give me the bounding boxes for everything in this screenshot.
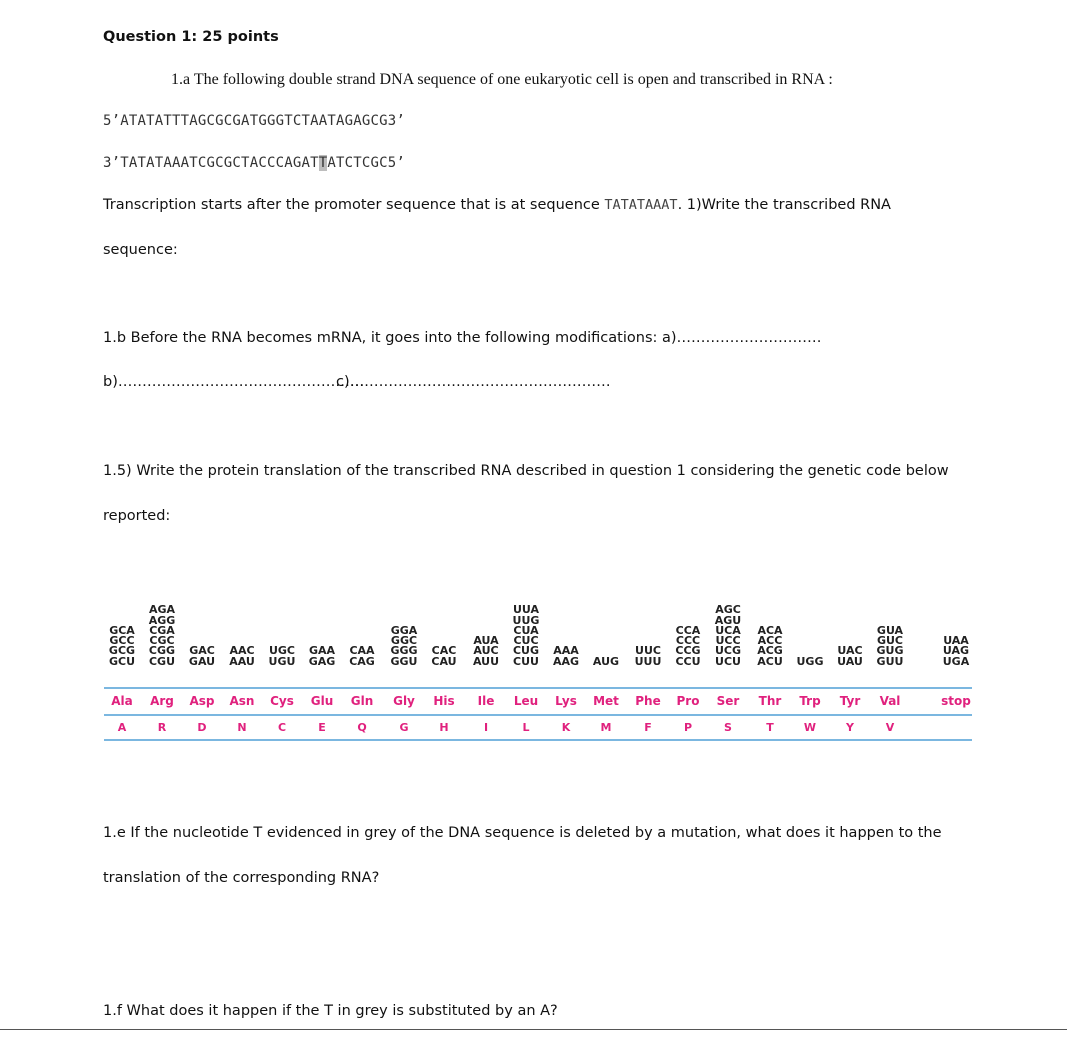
codon: GUG (876, 644, 904, 658)
codon: UCU (715, 654, 741, 668)
amino-acid-1-letter: V (885, 721, 895, 734)
amino-acid-3-letter: Arg (150, 694, 174, 708)
codon: UUU (634, 654, 662, 668)
dna-strand-3-part-a: 3’TATATAAATCGCGCTACCCAGAT (103, 155, 319, 171)
question-title: Question 1: 25 points (103, 29, 279, 45)
codon: UGG (796, 654, 824, 668)
codon: GCC (109, 634, 135, 648)
codon: CCG (675, 644, 701, 658)
question-15-text: 1.5) Write the protein translation of the transcribed RNA described in question 1 considering the genetic code below (103, 463, 949, 479)
codon: UGC (268, 644, 296, 658)
amino-acid-1-letter: S (724, 721, 732, 734)
codon: ACC (757, 634, 783, 648)
amino-acid-1-letter: N (237, 721, 247, 734)
amino-acid-3-letter: Gly (393, 694, 415, 708)
codon-column (144, 605, 180, 667)
codon-column (832, 646, 868, 667)
codon-column (184, 646, 220, 667)
codon-column (304, 646, 340, 667)
codon: CUG (512, 644, 540, 658)
codon: AGC (715, 603, 741, 617)
amino-acid-3-letter: Met (593, 694, 619, 708)
question-1f-text: 1.f What does it happen if the T in grey is substituted by an A? (103, 1003, 558, 1019)
codon: ACA (757, 623, 783, 637)
amino-acid-3-letter: Val (879, 694, 901, 708)
transcription-text (103, 197, 891, 213)
codon: AAG (552, 654, 580, 668)
amino-acid-3-letter: Phe (635, 694, 661, 708)
codon: CCU (675, 654, 701, 668)
amino-acid-3-letter: Ile (477, 694, 495, 708)
codon: AGG (148, 613, 176, 627)
amino-acid-3-letter: Cys (270, 694, 294, 708)
codon: AUG (592, 654, 620, 668)
codon: GAA (308, 644, 336, 658)
codon: AAC (229, 644, 255, 658)
amino-acid-3-letter: Ser (716, 694, 740, 708)
amino-acid-1-letter: W (803, 721, 817, 734)
amino-acid-1-letter: R (157, 721, 167, 734)
codon: GCU (108, 654, 136, 668)
amino-acid-1-letter: Y (846, 721, 854, 734)
table-rule-middle (104, 714, 972, 716)
amino-acid-3-letter: Lys (555, 694, 577, 708)
amino-acid-1-letter: D (197, 721, 207, 734)
codon: UGU (268, 654, 296, 668)
codon: CAG (349, 654, 375, 668)
codon-column (548, 646, 584, 667)
codon-column (752, 623, 788, 668)
codon: AGU (714, 613, 742, 627)
codon: GAG (308, 654, 336, 668)
amino-acid-1-letter: G (399, 721, 409, 734)
codon: CGC (149, 634, 175, 648)
amino-acid-3-letter: Pro (676, 694, 700, 708)
amino-acid-3-letter: His (433, 694, 455, 708)
codon: AUC (473, 644, 499, 658)
amino-acid-3-letter: stop (941, 694, 971, 708)
amino-acid-1-letter: Q (357, 721, 367, 734)
codon: UGA (942, 654, 970, 668)
codon-column (670, 623, 706, 668)
codon-column (426, 646, 462, 667)
table-rule-top (104, 687, 972, 689)
transcription-text-b: . 1)Write the transcribed RNA (677, 197, 891, 213)
amino-acid-1-letter: F (644, 721, 652, 734)
dna-strand-5-prime: 5’ATATATTTAGCGCGATGGGTCTAATAGAGCG3’ (103, 113, 406, 129)
codon: UAC (837, 644, 863, 658)
dna-strand-3-part-b: ATCTCGC5’ (327, 155, 406, 171)
codon: UUG (512, 613, 540, 627)
codon: UCG (714, 644, 742, 658)
amino-acid-1-letter: I (483, 721, 489, 734)
amino-acid-3-letter: Glu (310, 694, 334, 708)
codon: GGA (390, 623, 418, 637)
codon-column (588, 654, 624, 668)
amino-acid-3-letter: Gln (350, 694, 374, 708)
codon: GAU (188, 654, 216, 668)
question-1b-answer-c: c)……………………………………………… (336, 374, 611, 390)
codon-column (792, 654, 828, 668)
page-bottom-border (0, 1029, 1067, 1030)
codon: CUC (513, 634, 539, 648)
amino-acid-1-letter: M (600, 721, 612, 734)
codon: CAU (431, 654, 457, 668)
codon: GAC (189, 644, 215, 658)
codon: AAA (553, 644, 579, 658)
codon-column (344, 646, 380, 667)
codon: UCC (715, 634, 741, 648)
promoter-sequence: TATATAAAT (604, 197, 678, 213)
amino-acid-3-letter: Asp (189, 694, 215, 708)
codon: GUU (876, 654, 904, 668)
dna-strand-3-prime (103, 155, 405, 171)
amino-acid-1-letter: L (522, 721, 530, 734)
amino-acid-3-letter: Trp (799, 694, 821, 708)
codon-column (508, 605, 544, 667)
codon: ACG (757, 644, 783, 658)
codon: ACU (757, 654, 783, 668)
codon: CGG (148, 644, 176, 658)
codon-column (264, 646, 300, 667)
codon: GUA (876, 623, 904, 637)
codon: GGC (390, 634, 418, 648)
codon: CAA (349, 644, 375, 658)
amino-acid-1-letter: H (439, 721, 449, 734)
amino-acid-1-letter: P (683, 721, 693, 734)
question-1e-text: 1.e If the nucleotide T evidenced in grey of the DNA sequence is deleted by a mutation, what does it happen to the (103, 825, 942, 841)
codon: GCG (108, 644, 136, 658)
codon-column (104, 623, 140, 668)
amino-acid-3-letter: Thr (758, 694, 782, 708)
codon-column (630, 646, 666, 667)
codon: AUU (472, 654, 500, 668)
amino-acid-3-letter: Asn (229, 694, 255, 708)
codon: AAU (229, 654, 255, 668)
codon: GGU (390, 654, 418, 668)
amino-acid-1-letter: A (117, 721, 127, 734)
amino-acid-1-letter: E (318, 721, 326, 734)
question-1b-text: 1.b Before the RNA becomes mRNA, it goes into the following modifications: a)………………………… (103, 330, 822, 346)
table-rule-bottom (104, 739, 972, 741)
codon: AGA (148, 603, 176, 617)
codon: UAG (942, 644, 970, 658)
codon: CCA (675, 623, 701, 637)
codon: CUA (513, 623, 539, 637)
codon: UUC (635, 644, 661, 658)
codon: UCA (715, 623, 741, 637)
codon-column (386, 623, 422, 668)
codon-column (224, 646, 260, 667)
codon: GUC (876, 634, 904, 648)
amino-acid-3-letter: Tyr (839, 694, 861, 708)
codon: UUA (512, 603, 540, 617)
codon: CUU (513, 654, 539, 668)
codon: GCA (109, 623, 135, 637)
amino-acid-3-letter: Ala (111, 694, 133, 708)
transcription-text-line2: sequence: (103, 242, 178, 258)
codon-column (872, 623, 908, 668)
amino-acid-1-letter: K (561, 721, 571, 734)
codon: CAC (431, 644, 457, 658)
codon: CGU (148, 654, 176, 668)
question-15-text-line2: reported: (103, 508, 171, 524)
codon-column (468, 636, 504, 667)
amino-acid-3-letter: Leu (513, 694, 539, 708)
codon: UAA (943, 634, 969, 648)
question-1b-answer-b: b)…………………………………………… (103, 374, 365, 390)
codon: GGG (390, 644, 418, 658)
genetic-code-table (104, 600, 972, 745)
amino-acid-1-letter: C (277, 721, 287, 734)
question-1a-text: 1.a The following double strand DNA sequence of one eukaryotic cell is open and transcribed in RNA : (171, 71, 833, 88)
codon: UAU (837, 654, 863, 668)
question-1e-text-line2: translation of the corresponding RNA? (103, 870, 380, 886)
transcription-text-a: Transcription starts after the promoter sequence that is at sequence (103, 197, 605, 213)
codon-column (710, 605, 746, 667)
amino-acid-1-letter: T (766, 721, 774, 734)
codon: CCC (675, 634, 701, 648)
codon: CGA (149, 623, 175, 637)
codon: AUA (473, 634, 499, 648)
codon-column (938, 636, 974, 667)
highlighted-nucleotide: T (318, 155, 328, 171)
